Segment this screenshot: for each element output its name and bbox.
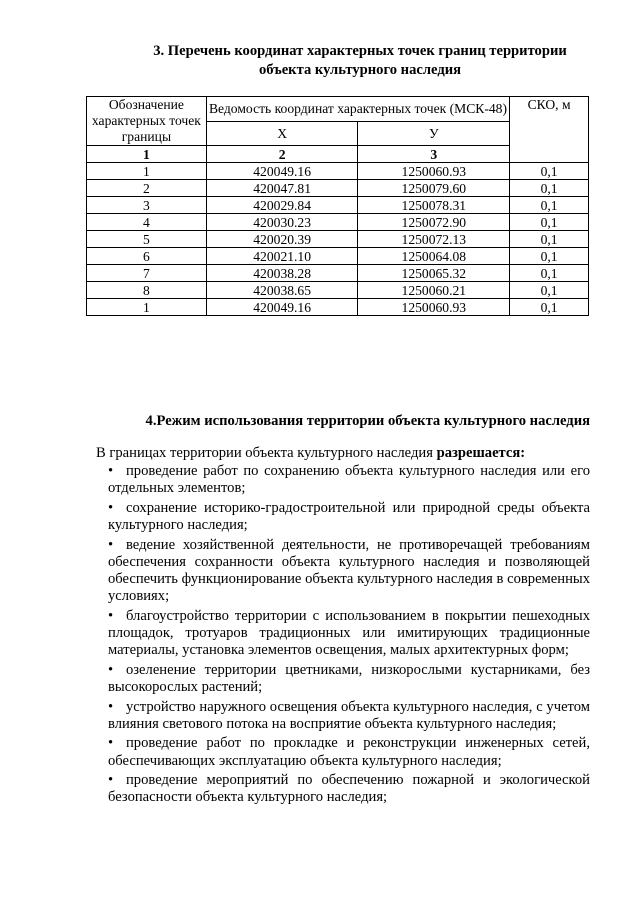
point-cell: 7 — [87, 265, 207, 282]
bullet-icon: • — [108, 536, 114, 553]
sko-cell: 0,1 — [510, 282, 589, 299]
point-cell: 1 — [87, 299, 207, 316]
bullet-icon: • — [108, 698, 114, 715]
y-coordinate-cell: 1250072.90 — [358, 214, 510, 231]
coordinates-statement-header: Ведомость координат характерных точек (МСК-48) — [206, 97, 509, 122]
column-number-1: 1 — [87, 146, 207, 163]
list-item — [108, 537, 590, 606]
x-coordinate-cell: 420030.23 — [206, 214, 358, 231]
list-item — [108, 772, 590, 806]
point-cell: 4 — [87, 214, 207, 231]
permitted-activities-list — [108, 463, 590, 809]
section-3-title-line-2: объекта культурного наследия — [258, 62, 462, 78]
intro-text: В границах территории объекта культурного наследия — [96, 445, 433, 461]
table-row — [87, 180, 589, 197]
point-cell: 2 — [87, 180, 207, 197]
table-row — [87, 282, 589, 299]
y-coordinate-cell: 1250072.13 — [358, 231, 510, 248]
y-coordinate-cell: 1250060.21 — [358, 282, 510, 299]
column-number-3: 3 — [358, 146, 510, 163]
sko-cell: 0,1 — [510, 214, 589, 231]
intro-bold-text: разрешается: — [436, 445, 526, 461]
column-number-2: 2 — [206, 146, 358, 163]
x-coordinate-cell: 420038.65 — [206, 282, 358, 299]
bullet-icon: • — [108, 772, 114, 789]
bullet-icon: • — [108, 499, 114, 516]
point-designation-header: Обозначение характерных точек границы — [87, 97, 207, 146]
list-item-text: устройство наружного освещения объекта культурного наследия, с учетом влияния светового потока на восприятие объекта культурного наследия; — [108, 698, 590, 732]
list-item-text: сохранение историко-градостроительной или природной среды объекта культурного наследия; — [108, 499, 590, 533]
y-coordinate-cell: 1250078.31 — [358, 197, 510, 214]
list-item-text: озеленение территории цветниками, низкорослыми кустарниками, без высокорослых растений; — [108, 661, 590, 695]
point-cell: 8 — [87, 282, 207, 299]
sko-cell: 0,1 — [510, 299, 589, 316]
y-coordinate-cell: 1250060.93 — [358, 163, 510, 180]
list-item-text: ведение хозяйственной деятельности, не противоречащей требованиям обеспечения сохранности объекта культурного наследия и позволяющей обеспечить функционирование объекта культурного наследия в современных условиях; — [108, 536, 590, 605]
list-item-text: проведение работ по сохранению объекта культурного наследия или его отдельных элементов; — [108, 463, 590, 497]
list-item — [108, 463, 590, 497]
table-row — [87, 231, 589, 248]
sko-cell: 0,1 — [510, 265, 589, 282]
y-coordinate-cell: 1250079.60 — [358, 180, 510, 197]
x-coordinate-cell: 420049.16 — [206, 163, 358, 180]
section-3-title — [110, 42, 610, 80]
table-row — [87, 299, 589, 316]
sko-cell: 0,1 — [510, 231, 589, 248]
point-cell: 3 — [87, 197, 207, 214]
list-item — [108, 699, 590, 733]
point-cell: 5 — [87, 231, 207, 248]
sko-cell: 0,1 — [510, 163, 589, 180]
sko-cell: 0,1 — [510, 180, 589, 197]
sko-cell: 0,1 — [510, 197, 589, 214]
coordinates-table — [86, 96, 589, 316]
y-coordinate-cell: 1250060.93 — [358, 299, 510, 316]
x-coordinate-cell: 420038.28 — [206, 265, 358, 282]
bullet-icon: • — [108, 661, 114, 678]
list-item-text: проведение работ по прокладке и реконструкции инженерных сетей, обеспечивающих эксплуатацию объекта культурного наследия; — [108, 735, 590, 769]
table-row — [87, 214, 589, 231]
section-4-intro — [96, 444, 590, 463]
section-4-title: 4.Режим использования территории объекта культурного наследия — [145, 413, 590, 429]
table-row — [87, 163, 589, 180]
sko-cell: 0,1 — [510, 248, 589, 265]
x-coordinate-cell: 420049.16 — [206, 299, 358, 316]
x-coordinate-cell: 420020.39 — [206, 231, 358, 248]
list-item — [108, 662, 590, 696]
x-coordinate-cell: 420047.81 — [206, 180, 358, 197]
x-axis-header: X — [206, 121, 358, 146]
y-coordinate-cell: 1250065.32 — [358, 265, 510, 282]
point-cell: 1 — [87, 163, 207, 180]
table-row — [87, 197, 589, 214]
list-item — [108, 500, 590, 534]
x-coordinate-cell: 420029.84 — [206, 197, 358, 214]
table-header-row — [87, 97, 589, 122]
list-item-text: благоустройство территории с использованием в покрытии пешеходных площадок, тротуаров традиционных или имитирующих традиционные материалы, установка элементов освещения, малых архитектурных форм; — [108, 607, 590, 659]
y-axis-header: У — [358, 121, 510, 146]
bullet-icon: • — [108, 735, 114, 752]
list-item-text: проведение мероприятий по обеспечению пожарной и экологической безопасности объекта культурного наследия; — [108, 772, 590, 806]
section-3-title-line-1: 3. Перечень координат характерных точек границ территории — [153, 43, 567, 59]
list-item — [108, 608, 590, 660]
bullet-icon: • — [108, 607, 114, 624]
sko-header: СКО, м — [510, 97, 589, 163]
table-row — [87, 248, 589, 265]
y-coordinate-cell: 1250064.08 — [358, 248, 510, 265]
list-item — [108, 735, 590, 769]
x-coordinate-cell: 420021.10 — [206, 248, 358, 265]
bullet-icon: • — [108, 463, 114, 479]
table-row — [87, 265, 589, 282]
point-cell: 6 — [87, 248, 207, 265]
